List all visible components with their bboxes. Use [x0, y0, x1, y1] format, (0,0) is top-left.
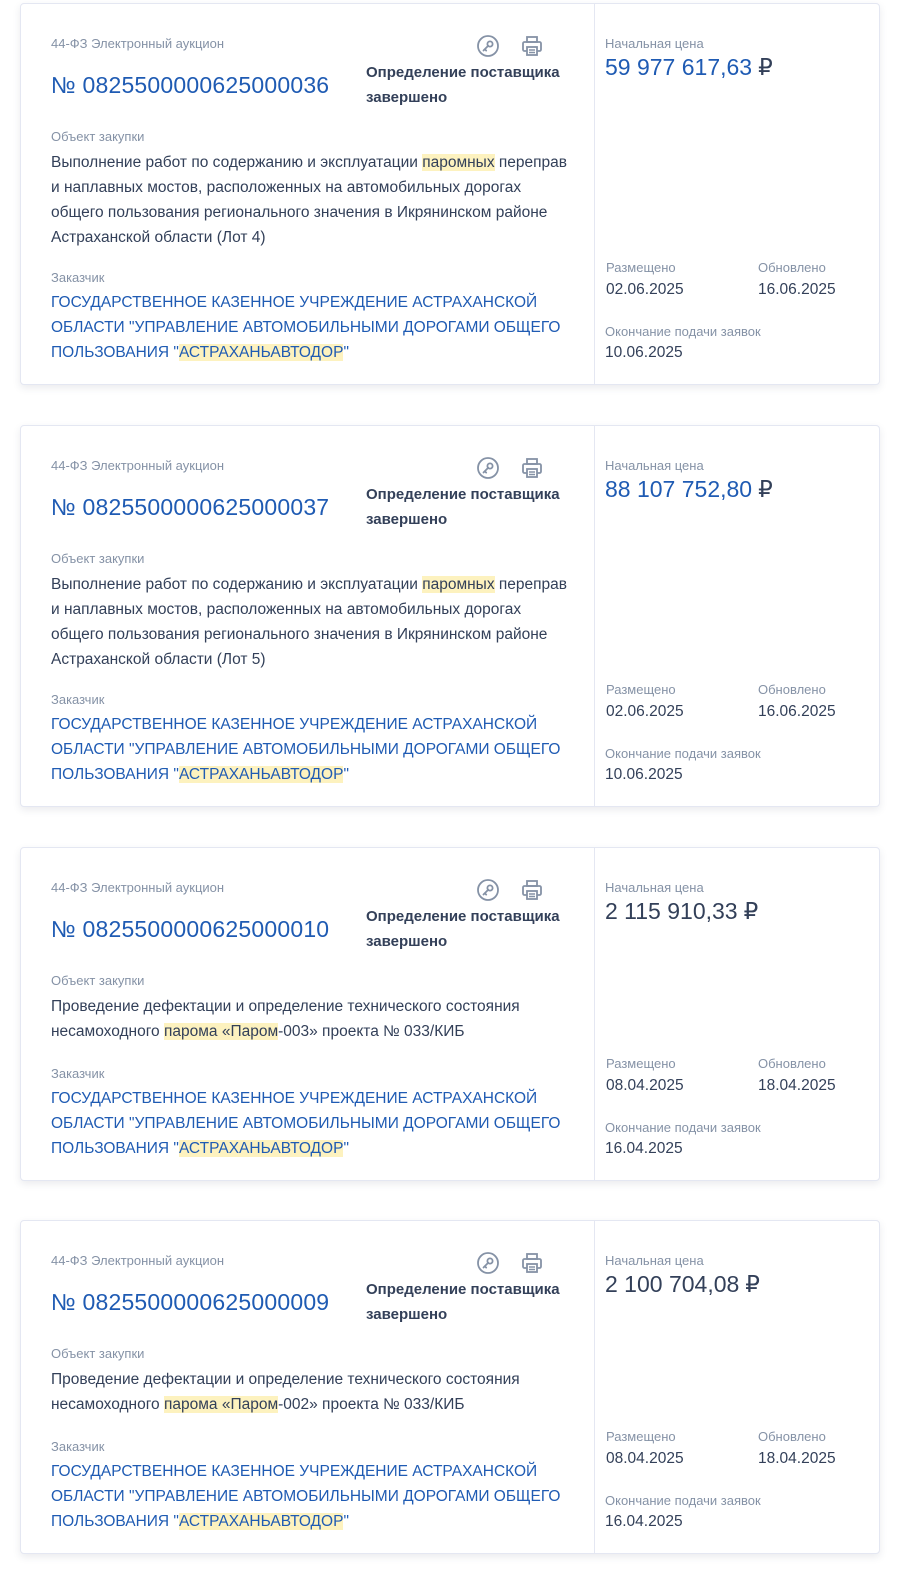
currency-symbol: ₽: [743, 898, 759, 924]
tender-number-link[interactable]: № 0825500000625000010: [51, 916, 330, 942]
price-label: Начальная цена: [605, 1253, 704, 1268]
key-icon[interactable]: [476, 1251, 500, 1275]
object-label: Объект закупки: [51, 1346, 145, 1361]
deadline-label: Окончание подачи заявок: [605, 1120, 761, 1135]
customer-highlight: АСТРАХАНЬАВТОДОР: [178, 344, 344, 361]
card-side: [595, 1221, 879, 1553]
customer-tail: ": [343, 1513, 349, 1530]
card-side: [595, 426, 879, 806]
customer-tail: ": [343, 344, 349, 361]
customer-label: Заказчик: [51, 692, 105, 707]
deadline-date: 10.06.2025: [605, 766, 683, 783]
status-text: Определение поставщика завершено: [366, 908, 560, 950]
currency-symbol: ₽: [745, 1271, 760, 1297]
initial-price: [605, 476, 773, 503]
customer-label: Заказчик: [51, 1439, 105, 1454]
law-type: 44-ФЗ Электронный аукцион: [51, 458, 225, 473]
object-label: Объект закупки: [51, 973, 145, 988]
desc-text: переправ и наплавных мостов, расположенных на автомобильных дорогах общего пользования регионального значения в Икрянинском районе Астраханской области (Лот 5): [51, 576, 568, 668]
law-type: 44-ФЗ Электронный аукцион: [51, 36, 225, 51]
posted-label: Размещено: [606, 682, 676, 697]
customer-text: ГОСУДАРСТВЕННОЕ КАЗЕННОЕ УЧРЕЖДЕНИЕ АСТРАХАНСКОЙ ОБЛАСТИ "УПРАВЛЕНИЕ АВТОМОБИЛЬНЫМИ ДОРОГАМИ ОБЩЕГО ПОЛЬЗОВАНИЯ ": [51, 1090, 561, 1157]
card-actions: [476, 1251, 544, 1275]
tender-number-link[interactable]: № 0825500000625000037: [51, 494, 330, 520]
desc-highlight-2: «Паром: [221, 1396, 279, 1413]
updated-date: 16.06.2025: [758, 703, 836, 720]
posted-label: Размещено: [606, 260, 676, 275]
updated-date: 16.06.2025: [758, 281, 836, 298]
customer-label: Заказчик: [51, 270, 105, 285]
customer-text: ГОСУДАРСТВЕННОЕ КАЗЕННОЕ УЧРЕЖДЕНИЕ АСТРАХАНСКОЙ ОБЛАСТИ "УПРАВЛЕНИЕ АВТОМОБИЛЬНЫМИ ДОРОГАМИ ОБЩЕГО ПОЛЬЗОВАНИЯ ": [51, 294, 561, 361]
tender-card: [20, 3, 880, 385]
desc-text: Выполнение работ по содержанию и эксплуатации: [51, 154, 423, 171]
price-value: 59 977 617,63: [605, 54, 753, 80]
object-description: [51, 150, 576, 250]
desc-text: -002» проекта № 033/КИБ: [278, 1396, 465, 1413]
updated-date: 18.04.2025: [758, 1077, 836, 1094]
tender-card: [20, 1220, 880, 1554]
customer-tail: ": [343, 1140, 349, 1157]
price-label: Начальная цена: [605, 880, 704, 895]
card-actions: [476, 878, 544, 902]
initial-price: [605, 1271, 760, 1298]
desc-text: Проведение дефектации и определение технического состояния несамоходного: [51, 998, 520, 1040]
customer-label: Заказчик: [51, 1066, 105, 1081]
object-label: Объект закупки: [51, 129, 145, 144]
deadline-date: 16.04.2025: [605, 1513, 683, 1530]
updated-label: Обновлено: [758, 682, 826, 697]
object-description: [51, 1367, 576, 1417]
tender-card: [20, 847, 880, 1181]
print-icon[interactable]: [520, 878, 544, 902]
deadline-label: Окончание подачи заявок: [605, 746, 761, 761]
desc-highlight: паромных: [422, 154, 495, 171]
customer-link[interactable]: [51, 290, 576, 365]
initial-price: [605, 898, 758, 925]
currency-symbol: ₽: [758, 476, 773, 502]
customer-text: ГОСУДАРСТВЕННОЕ КАЗЕННОЕ УЧРЕЖДЕНИЕ АСТРАХАНСКОЙ ОБЛАСТИ "УПРАВЛЕНИЕ АВТОМОБИЛЬНЫМИ ДОРОГАМИ ОБЩЕГО ПОЛЬЗОВАНИЯ ": [51, 1463, 561, 1530]
posted-date: 08.04.2025: [606, 1077, 684, 1094]
posted-label: Размещено: [606, 1056, 676, 1071]
desc-highlight: паромных: [422, 576, 495, 593]
key-icon[interactable]: [476, 878, 500, 902]
customer-highlight: АСТРАХАНЬАВТОДОР: [178, 1513, 344, 1530]
price-value: 88 107 752,80: [605, 476, 753, 502]
print-icon[interactable]: [520, 456, 544, 480]
desc-highlight: парома: [163, 1023, 218, 1040]
posted-label: Размещено: [606, 1429, 676, 1444]
status-text: Определение поставщика завершено: [366, 486, 560, 528]
currency-symbol: ₽: [758, 54, 773, 80]
object-description: [51, 572, 576, 672]
customer-highlight: АСТРАХАНЬАВТОДОР: [178, 766, 344, 783]
tender-card: [20, 425, 880, 807]
posted-date: 02.06.2025: [606, 281, 684, 298]
desc-highlight-2: «Паром: [221, 1023, 279, 1040]
card-side: [595, 848, 879, 1180]
card-actions: [476, 34, 544, 58]
price-label: Начальная цена: [605, 36, 704, 51]
object-label: Объект закупки: [51, 551, 145, 566]
card-main: [21, 426, 595, 806]
print-icon[interactable]: [520, 34, 544, 58]
card-side: [595, 4, 879, 384]
deadline-label: Окончание подачи заявок: [605, 1493, 761, 1508]
updated-label: Обновлено: [758, 1056, 826, 1071]
customer-link[interactable]: [51, 1459, 576, 1534]
key-icon[interactable]: [476, 34, 500, 58]
deadline-date: 10.06.2025: [605, 344, 683, 361]
posted-date: 02.06.2025: [606, 703, 684, 720]
updated-label: Обновлено: [758, 260, 826, 275]
desc-text: Проведение дефектации и определение технического состояния несамоходного: [51, 1371, 520, 1413]
law-type: 44-ФЗ Электронный аукцион: [51, 1253, 225, 1268]
deadline-date: 16.04.2025: [605, 1140, 683, 1157]
tender-number-link[interactable]: № 0825500000625000036: [51, 72, 330, 98]
card-main: [21, 1221, 595, 1553]
desc-text: Выполнение работ по содержанию и эксплуатации: [51, 576, 423, 593]
law-type: 44-ФЗ Электронный аукцион: [51, 880, 225, 895]
deadline-label: Окончание подачи заявок: [605, 324, 761, 339]
updated-label: Обновлено: [758, 1429, 826, 1444]
posted-date: 08.04.2025: [606, 1450, 684, 1467]
price-label: Начальная цена: [605, 458, 704, 473]
card-main: [21, 4, 595, 384]
initial-price: [605, 54, 773, 81]
key-icon[interactable]: [476, 456, 500, 480]
customer-tail: ": [343, 766, 349, 783]
price-value: 2 100 704,08: [605, 1271, 740, 1297]
desc-highlight: парома: [163, 1396, 218, 1413]
print-icon[interactable]: [520, 1251, 544, 1275]
object-description: [51, 994, 576, 1044]
card-main: [21, 848, 595, 1180]
desc-text: переправ и наплавных мостов, расположенных на автомобильных дорогах общего пользования регионального значения в Икрянинском районе Астраханской области (Лот 4): [51, 154, 568, 246]
tender-number-link[interactable]: № 0825500000625000009: [51, 1289, 330, 1315]
customer-link[interactable]: [51, 712, 576, 787]
customer-link[interactable]: [51, 1086, 576, 1161]
status-text: Определение поставщика завершено: [366, 1281, 560, 1323]
desc-text: -003» проекта № 033/КИБ: [278, 1023, 465, 1040]
status-text: Определение поставщика завершено: [366, 64, 560, 106]
customer-text: ГОСУДАРСТВЕННОЕ КАЗЕННОЕ УЧРЕЖДЕНИЕ АСТРАХАНСКОЙ ОБЛАСТИ "УПРАВЛЕНИЕ АВТОМОБИЛЬНЫМИ ДОРОГАМИ ОБЩЕГО ПОЛЬЗОВАНИЯ ": [51, 716, 561, 783]
price-value: 2 115 910,33: [605, 898, 738, 924]
customer-highlight: АСТРАХАНЬАВТОДОР: [178, 1140, 344, 1157]
updated-date: 18.04.2025: [758, 1450, 836, 1467]
card-actions: [476, 456, 544, 480]
